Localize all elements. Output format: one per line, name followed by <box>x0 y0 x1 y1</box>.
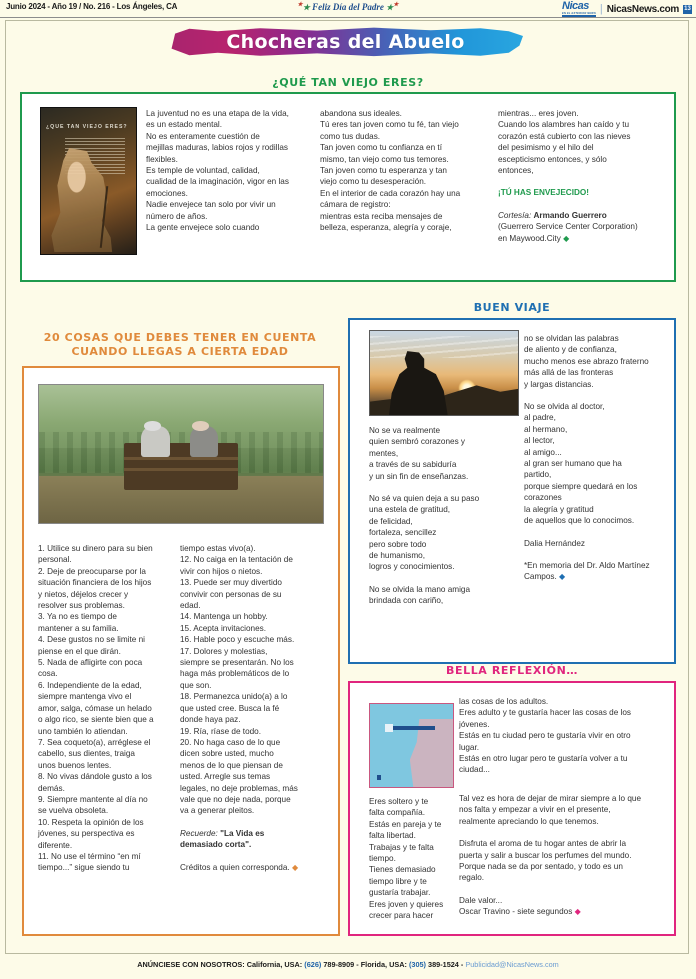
text-line: 4. Dese gustos no se limite ni <box>38 635 145 645</box>
footer-fl-area: (305) <box>408 960 426 969</box>
book-cover-image <box>40 107 137 255</box>
orange-column-1 <box>38 543 172 874</box>
text-line: 14. Mantenga un hobby. <box>180 612 268 622</box>
text-line: No se olvida al doctor, <box>524 402 605 412</box>
footer-advertising-bar <box>0 960 696 969</box>
text-line: 11. No use el término “en mí <box>38 851 141 861</box>
text-line: Nadie envejece tan solo por vivir un <box>146 200 276 210</box>
text-line: 6. Independiente de la edad, <box>38 680 142 690</box>
blue-memorial-text2: Campos. <box>524 572 557 582</box>
text-line: Disfruta el aroma de tu hogar antes de abrir la <box>459 839 627 849</box>
text-line: crecer para hacer <box>369 911 434 921</box>
text-line: tiempo...” sigue siendo tu <box>38 863 130 873</box>
map-label-band <box>388 726 434 730</box>
text-line: regalo. <box>459 873 485 883</box>
text-line: 17. Dolores y molestias, <box>180 646 268 656</box>
text-line: abandona sus ideales. <box>320 109 402 118</box>
text-line: Eres adulto y te gustaría hacer las cosas de los <box>459 708 632 718</box>
section-heading-buen-viaje: BUEN VIAJE <box>473 301 551 314</box>
courtesy-org: (Guerrero Service Center Corporation) <box>498 222 638 232</box>
text-line: a través de su sabiduría <box>369 460 457 470</box>
footer-fl-label: Florida, USA: <box>360 960 409 969</box>
text-line: donde haya paz. <box>180 715 241 725</box>
blue-memorial-line1: *En memoria del Dr. Aldo Martínez <box>524 560 650 570</box>
text-line: brindada con cariño, <box>369 596 444 606</box>
text-line: Eres joven y quieres <box>369 899 444 909</box>
man-silhouette-graphic <box>388 351 453 415</box>
page-title: Chocheras del Abuelo <box>226 31 465 53</box>
text-line: 12. No caiga en la tentación de <box>180 555 293 565</box>
text-line: entonces, <box>498 166 534 176</box>
text-line: No sé va quien deja a su paso <box>369 494 480 504</box>
text-line: mantener a su familia. <box>38 623 119 633</box>
text-line: personal. <box>38 555 72 565</box>
text-line: se vuelva obsoleta. <box>38 806 109 816</box>
text-line: viejo como tu desesperación. <box>320 177 427 187</box>
text-line: gustaría trabajar. <box>369 888 431 898</box>
text-line: y un sin fin de enseñanzas. <box>369 471 469 481</box>
text-line: jóvenes. <box>459 719 490 729</box>
text-line: cabello, sus dientes, traiga <box>38 749 135 759</box>
map-marker-icon <box>385 724 393 732</box>
masthead-issue-info: Junio 2024 - Año 19 / No. 216 - Los Ángeles, CA <box>6 2 178 11</box>
text-line: mucho menos ese abrazo fraterno <box>524 356 649 366</box>
text-line: No se va realmente <box>369 426 440 435</box>
text-line: haga más problemáticos de lo <box>180 669 290 679</box>
text-line: En el interior de cada corazón hay una <box>320 188 461 198</box>
text-line: 5. Nada de afligirte con poca <box>38 658 143 668</box>
text-line: falta compañía. <box>369 808 425 818</box>
text-line: del pesimismo y el hilo del <box>498 143 594 153</box>
star-icon-green-left: ★ <box>302 3 310 12</box>
diamond-icon-orange: ◆ <box>291 862 299 872</box>
page-title-banner <box>168 27 523 57</box>
blue-memorial-line2 <box>524 571 674 582</box>
text-line: Tan joven como tu esperanza y tan <box>320 166 447 176</box>
text-line: 1. Utilice su dinero para su bien <box>38 544 153 553</box>
recall-quote-1: "La Vida es <box>220 828 265 838</box>
masthead-rule <box>0 17 696 18</box>
masthead-divider: | <box>599 3 603 15</box>
footer-sep-2: - <box>458 960 466 969</box>
text-line: como tus dudas. <box>320 131 381 141</box>
text-line: lugar. <box>459 742 480 752</box>
text-line: dicen sobre usted, mucho <box>180 749 274 759</box>
diamond-icon-pink: ◆ <box>574 907 581 917</box>
text-line: Estás en otro lugar pero te gustaría volver a tu <box>459 754 628 764</box>
footer-fl-number: 389-1524 <box>426 960 459 969</box>
text-line: 8. No vivas dándole gusto a los <box>38 772 152 782</box>
nicas-logo[interactable] <box>562 1 596 17</box>
text-line: 15. Acepta invitaciones. <box>180 623 267 633</box>
text-line: Tan joven como tu confianza en tí <box>320 143 442 153</box>
recall-quote-2: demasiado corta". <box>180 840 252 850</box>
text-line: jóvenes, su perspectiva es <box>38 829 135 839</box>
orange-credits-line <box>180 862 326 873</box>
text-line: 3. Ya no es tiempo de <box>38 612 117 622</box>
pink-closing: Dale valor... <box>459 895 503 905</box>
text-line: número de años. <box>146 211 208 221</box>
masthead-website[interactable]: NicasNews.com <box>606 3 679 15</box>
page-number-badge: 13 <box>684 6 691 12</box>
text-line: Es temple de voluntad, calidad, <box>146 166 260 176</box>
text-line: vivir con hijos o nietos. <box>180 566 263 576</box>
text-line: Eres soltero y te <box>369 797 429 806</box>
text-line: corazones <box>524 493 562 503</box>
text-line: vale que no deje nada, porque <box>180 794 291 804</box>
text-line: usted. Arregle sus temas <box>180 772 271 782</box>
text-line: cámara de registro: <box>320 200 391 210</box>
text-line: emociones. <box>146 188 188 198</box>
text-line: pero sobre todo <box>369 539 427 549</box>
nicas-logo-text: Nicas <box>562 0 589 12</box>
footer-ca-area: (626) <box>304 960 322 969</box>
text-line: Estás en tu ciudad pero te gustaría vivir en otro <box>459 731 631 741</box>
green-column-3 <box>498 108 670 244</box>
text-line: 9. Siempre mantente al día no <box>38 794 148 804</box>
text-line: nos falta y empezar a vivir en el presente, <box>459 805 611 815</box>
text-line: una estela de gratitud, <box>369 505 451 515</box>
orange-heading-line2: CUANDO LLEGAS A CIERTA EDAD <box>71 345 289 358</box>
text-line: de humanismo, <box>369 551 425 561</box>
text-line: legales, no deje problemas, más <box>180 783 298 793</box>
text-line: No es enteramente cuestión de <box>146 131 260 141</box>
text-line: Tienes demasiado <box>369 865 436 875</box>
footer-ca-number: 789-8909 <box>321 960 355 969</box>
recall-label: Recuerde: <box>180 828 218 838</box>
footer-sep-1: - <box>354 960 361 969</box>
section-heading-que-tan-viejo: ¿QUÉ TAN VIEJO ERES? <box>272 76 424 89</box>
text-line: mentes, <box>369 448 399 458</box>
courtesy-city-line <box>498 233 670 244</box>
green-column-2 <box>320 108 490 233</box>
text-line: no se olvidan las palabras <box>524 334 619 343</box>
text-line: de felicidad, <box>369 516 413 526</box>
text-line: La juventud no es una etapa de la vida, <box>146 109 289 118</box>
text-line: diferente. <box>38 840 73 850</box>
text-line: al hermano, <box>524 424 568 434</box>
elderly-couple-bench-image <box>38 384 324 524</box>
text-line: cualidad de la imaginación, vigor en las <box>146 177 289 187</box>
pink-column-1 <box>369 796 467 921</box>
text-line: mientras esta reciba mensajes de <box>320 211 443 221</box>
text-line: amor, salga, cómase un helado <box>38 703 152 713</box>
text-line: mismo, tan viejo como tus temores. <box>320 154 449 164</box>
text-line: 19. Ría, ríase de todo. <box>180 726 262 736</box>
text-line: Tú eres tan joven como tu fé, tan viejo <box>320 120 459 130</box>
text-line: escepticismo entonces, y sólo <box>498 154 607 164</box>
text-line: belleza, esperanza, alegría y coraje, <box>320 223 452 233</box>
text-line: tiempo estas vivo(a). <box>180 544 256 553</box>
text-line: falta libertad. <box>369 831 416 841</box>
text-line: quien sembró corazones y <box>369 437 466 447</box>
text-line: partido, <box>524 470 552 480</box>
orange-credits: Créditos a quien corresponda. <box>180 862 290 872</box>
text-line: más allá de las fronteras <box>524 368 614 378</box>
text-line: Estás en pareja y te <box>369 819 442 829</box>
text-line: fortaleza, sencillez <box>369 528 437 538</box>
text-line: de aliento y de confianza, <box>524 345 617 355</box>
text-line: puerta y salir a buscar los perfumes del mundo. <box>459 850 632 860</box>
green-column-1 <box>146 108 311 233</box>
text-line: Porque nada se da por sentado, y todo es un <box>459 862 623 872</box>
text-line: uno también lo atiendan. <box>38 726 128 736</box>
text-line: va a generar pleitos. <box>180 806 255 816</box>
text-line: de aquellos que lo conocimos. <box>524 516 635 526</box>
orange-recall-line <box>180 828 326 839</box>
orange-heading-line1: 20 COSAS QUE DEBES TENER EN CUENTA <box>43 331 317 344</box>
text-line: 13. Puede ser muy divertido <box>180 578 282 588</box>
star-icon-red-left: ★ <box>297 2 303 8</box>
text-line: realmente apreciando lo que tenemos. <box>459 816 599 826</box>
text-line: al gran ser humano que ha <box>524 459 622 469</box>
text-line: unos buenos lentes. <box>38 760 112 770</box>
pink-column-2 <box>459 696 671 776</box>
text-line: flexibles. <box>146 154 178 164</box>
text-line: tiempo. <box>369 854 396 864</box>
diamond-icon-blue: ◆ <box>559 572 566 582</box>
text-line: al lector, <box>524 436 555 446</box>
footer-ca-label: California, USA: <box>244 960 305 969</box>
masthead-brand <box>562 1 692 17</box>
text-line: situación financiera de los hijos <box>38 578 152 588</box>
courtesy-name: Armando Guerrero <box>533 210 607 220</box>
text-line: 7. Sea coqueto(a), arréglese el <box>38 737 151 747</box>
star-icon-green-right: ★ <box>386 3 394 12</box>
text-line: es un estado mental. <box>146 120 223 130</box>
star-icon-red-right: ★ <box>393 2 399 8</box>
blue-column-2 <box>524 333 674 583</box>
map-dot-icon <box>377 775 381 780</box>
diamond-icon-green: ◆ <box>563 233 570 243</box>
section-heading-20-cosas <box>20 331 340 359</box>
text-line: convivir con personas de su <box>180 589 282 599</box>
text-line: porque siempre quedará en los <box>524 481 638 491</box>
pink-column-3 <box>459 793 671 918</box>
blue-author: Dalia Hernández <box>524 538 585 548</box>
text-line: Cuando los alambres han caído y tu <box>498 120 630 130</box>
courtesy-city: en Maywood.City <box>498 233 561 243</box>
sunset-silhouette-image <box>369 330 519 416</box>
text-line: las cosas de los adultos. <box>459 697 549 706</box>
clouds-graphic <box>370 336 518 358</box>
text-line: y nietos, déjelos crecer y <box>38 589 129 599</box>
text-line: o algo rico, se siente bien que a <box>38 715 154 725</box>
text-line: siempre se presentarán. No los <box>180 658 294 668</box>
text-line: logros y conocimientos. <box>369 562 455 572</box>
pink-author-line <box>459 906 671 917</box>
text-line: La gente envejece solo cuando <box>146 223 260 233</box>
green-courtesy-line <box>498 210 670 221</box>
text-line: No se olvida la mano amiga <box>369 584 471 594</box>
pink-author: Oscar Travino - siete segundos <box>459 907 573 917</box>
text-line: demás. <box>38 783 65 793</box>
text-line: al padre, <box>524 413 556 423</box>
section-heading-bella-reflexion: BELLA REFLEXIÓN… <box>445 664 578 677</box>
text-line: Tal vez es hora de dejar de mirar siempre a lo que <box>459 794 642 803</box>
text-line: ciudad... <box>459 765 490 775</box>
text-line: piense en el que dirán. <box>38 646 121 656</box>
text-line: resolver sus problemas. <box>38 601 125 611</box>
orange-column-2 <box>180 543 326 873</box>
green-exclaim: ¡TÚ HAS ENVEJECIDO! <box>498 188 589 198</box>
text-line: corazón está cubierto con las nieves <box>498 131 631 141</box>
text-line: 2. Deje de preocuparse por la <box>38 566 146 576</box>
text-line: y largas distancias. <box>524 379 594 389</box>
footer-email[interactable]: Publicidad@NicasNews.com <box>465 960 559 969</box>
footer-label: ANÚNCIESE CON NOSOTROS: <box>137 960 245 969</box>
text-line: 10. Respeta la opinión de los <box>38 817 144 827</box>
blue-column-1 <box>369 425 519 607</box>
text-line: edad. <box>180 601 201 611</box>
text-line: que usted cree. Busca la fé <box>180 703 280 713</box>
courtesy-label: Cortesía: <box>498 210 532 220</box>
text-line: menos de lo que piensan de <box>180 760 283 770</box>
masthead-tagline-text: Feliz Día del Padre <box>312 2 384 12</box>
text-line: 18. Permanezca unido(a) a lo <box>180 692 288 702</box>
map-illustration-image <box>369 703 454 788</box>
text-line: siempre mantenga vivo el <box>38 692 132 702</box>
text-line: 20. No haga caso de lo que <box>180 737 281 747</box>
text-line: al amigo... <box>524 447 562 457</box>
text-line: tiempo libre y te <box>369 876 427 886</box>
text-line: la alegría y gratitud <box>524 504 594 514</box>
text-line: que son. <box>180 680 212 690</box>
text-line: Trabajas y te falta <box>369 842 434 852</box>
text-line: cosa. <box>38 669 58 679</box>
nicas-logo-subtitle: EN EL EXTERIOR NEWS <box>562 12 596 15</box>
text-line: mejillas maduras, labios rojos y rodillas <box>146 143 288 153</box>
text-line: 16. Hable poco y escuche más. <box>180 635 295 645</box>
book-cover-title: ¿QUE TAN VIEJO ERES? <box>46 124 128 130</box>
masthead <box>0 0 696 18</box>
text-line: mientras... eres joven. <box>498 109 579 118</box>
